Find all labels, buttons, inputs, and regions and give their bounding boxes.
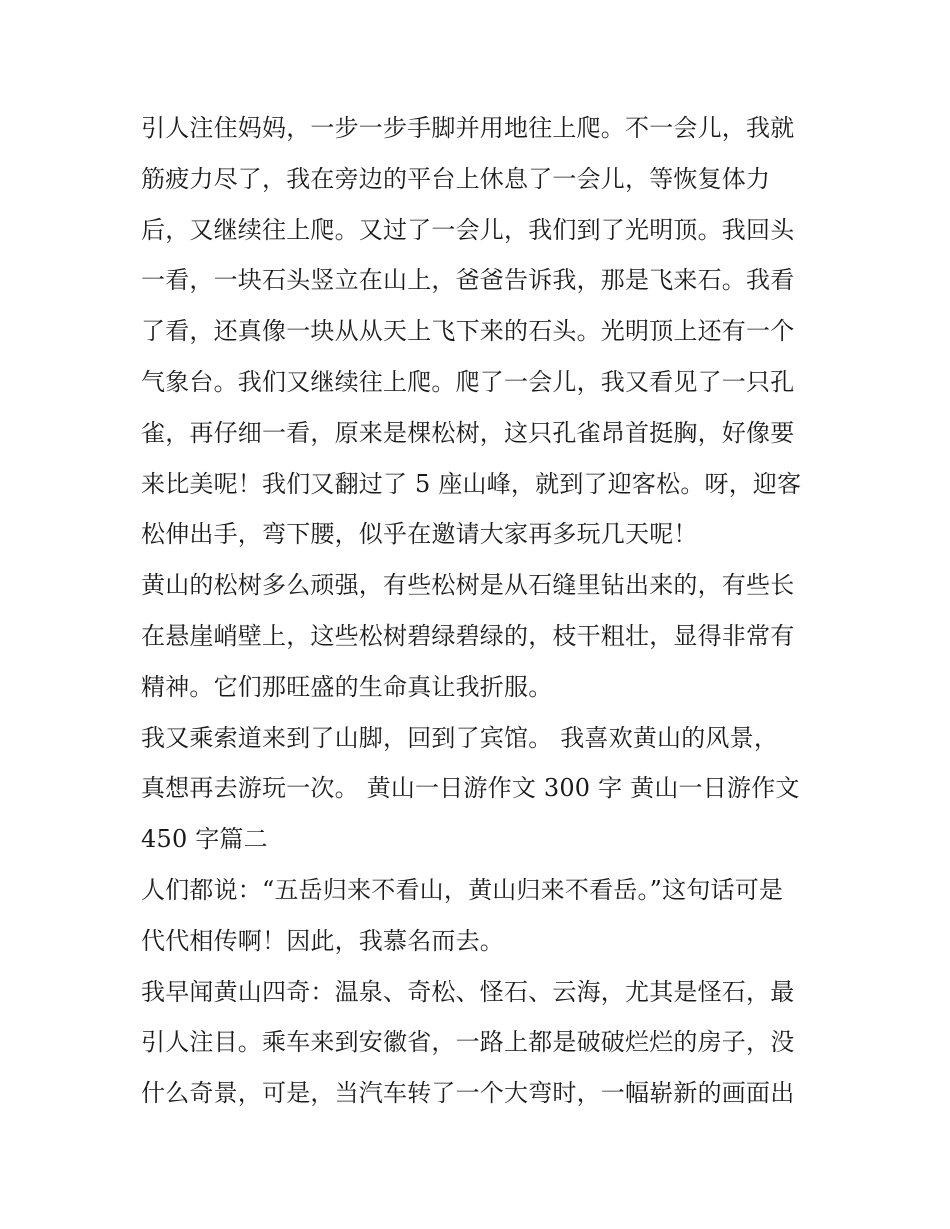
text-line: 了看，还真像一块从从天上飞下来的石头。光明顶上还有一个 (141, 317, 795, 346)
text-line: 筋疲力尽了，我在旁边的平台上休息了一会儿，等恢复体力 (141, 164, 771, 193)
text-line: 真想再去游玩一次。 黄山一日游作文 300 字 黄山一日游作文 (141, 774, 800, 803)
text-line: 在悬崖峭壁上，这些松树碧绿碧绿的，枝干粗壮，显得非常有 (141, 621, 795, 650)
text-line: 气象台。我们又继续往上爬。爬了一会儿，我又看见了一只孔 (141, 367, 795, 396)
text-line: 雀，再仔细一看，原来是棵松树，这只孔雀昂首挺胸，好像要 (141, 418, 795, 447)
document-body (141, 103, 821, 1119)
text-line: 我又乘索道来到了山脚，回到了宾馆。 我喜欢黄山的风景， (141, 723, 779, 752)
text-line: 什么奇景，可是，当汽车转了一个大弯时，一幅崭新的画面出 (141, 1079, 795, 1108)
text-line: 引人注目。乘车来到安徽省，一路上都是破破烂烂的房子，没 (141, 1028, 795, 1057)
text-line: 后，又继续往上爬。又过了一会儿，我们到了光明顶。我回头 (141, 215, 795, 244)
text-line: 450 字篇二 (141, 825, 268, 854)
text-line: 松伸出手，弯下腰，似乎在邀请大家再多玩几天呢！ (141, 520, 698, 549)
text-line: 代代相传啊！因此，我慕名而去。 (141, 926, 504, 955)
text-line: 精神。它们那旺盛的生命真让我折服。 (141, 672, 553, 701)
text-line: 人们都说：“五岳归来不看山，黄山归来不看岳。”这句话可是 (141, 875, 784, 904)
text-line: 一看，一块石头竖立在山上，爸爸告诉我，那是飞来石。我看 (141, 266, 795, 295)
text-line: 来比美呢！我们又翻过了 5 座山峰，就到了迎客松。呀，迎客 (141, 469, 802, 498)
text-line: 引人注住妈妈，一步一步手脚并用地往上爬。不一会儿，我就 (141, 114, 795, 142)
text-line: 黄山的松树多么顽强，有些松树是从石缝里钻出来的，有些长 (141, 571, 795, 600)
text-line: 我早闻黄山四奇：温泉、奇松、怪石、云海，尤其是怪石，最 (141, 977, 795, 1006)
